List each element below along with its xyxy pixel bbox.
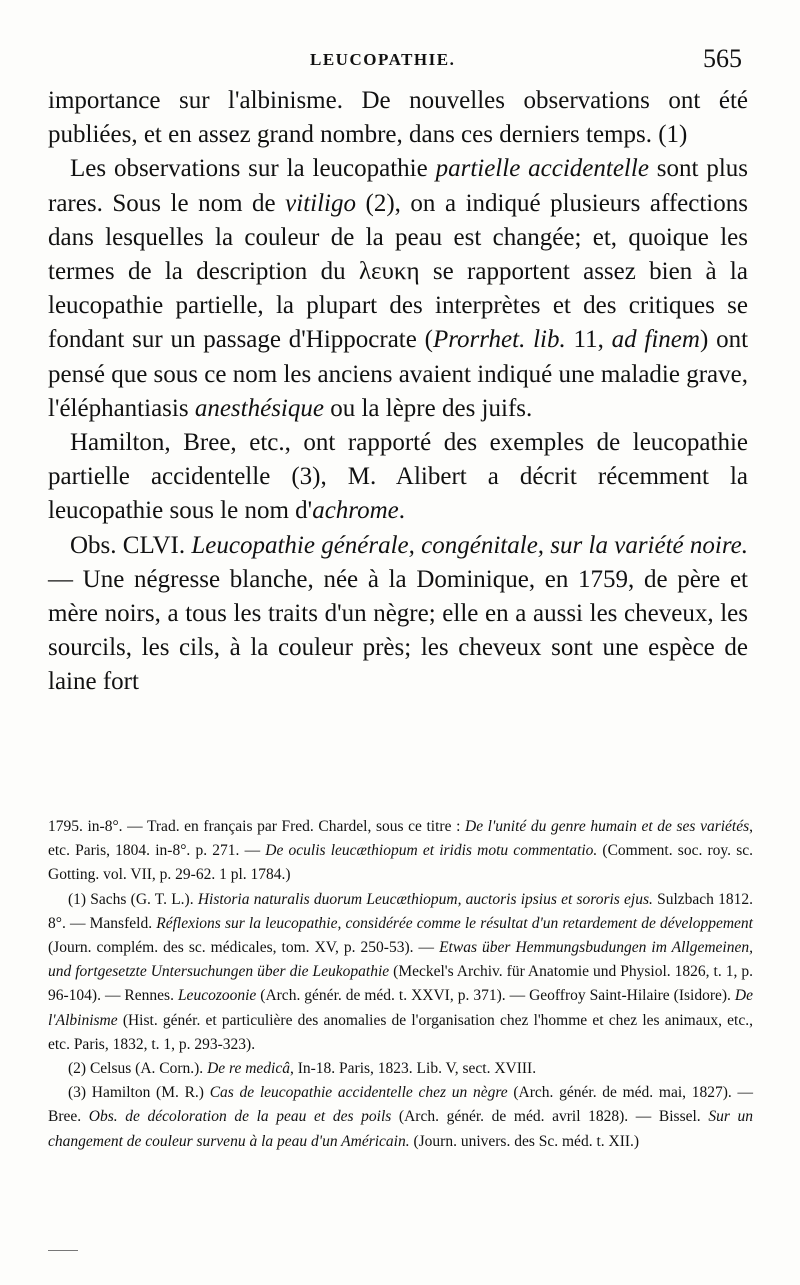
- observation-label: Obs. CLVI.: [70, 531, 192, 559]
- main-text: [48, 84, 748, 700]
- running-title: LEUCOPATHIE.: [310, 50, 456, 69]
- page-number: 565: [703, 44, 742, 73]
- paragraph-3: Hamilton, Bree, etc., ont rapporté des exemples de leucopathie partielle accidentelle (3), M. Alibert a décrit récemment la leucopathie sous le nom d'achrome.: [48, 429, 748, 525]
- footnotes: [48, 815, 753, 1154]
- paragraph-2: Les observations sur la leucopathie partielle accidentelle sont plus rares. Sous le nom de vitiligo (2), on a indiqué plusieurs affections dans lesquelles la couleur de la peau est changée; et, quoique les termes de la description du λευκη se rapportent assez bien à la leucopathie partielle, la plupart des interprètes et des critiques se fondant sur un passage d'Hippocrate (Prorrhet. lib. 11, ad finem) ont pensé que sous ce nom les anciens avaient indiqué une maladie grave, l'éléphantiasis anesthésique ou la lèpre des juifs.: [48, 155, 749, 422]
- greek-word: λευκη: [358, 258, 420, 286]
- footnote-2: (2) Celsus (A. Corn.). De re medicâ, In-18. Paris, 1823. Lib. V, sect. XVIII.: [68, 1060, 537, 1078]
- observation-title: Leucopathie générale, congénitale, sur la variété noire.: [191, 531, 748, 559]
- page-header: [48, 44, 742, 84]
- footnote-continued: 1795. in-8°. — Trad. en français par Fred. Chardel, sous ce titre : De l'unité du genre humain et de ses variétés, etc. Paris, 1804. in-8°. p. 271. — De oculis leucæthiopum et iridis motu commentatio. (Comment. soc. roy. sc. Gotting. vol. VII, p. 29-62. 1 pl. 1784.): [48, 818, 754, 884]
- footnote-3: (3) Hamilton (M. R.) Cas de leucopathie accidentelle chez un nègre (Arch. génér. de méd. mai, 1827). — Bree. Obs. de décoloration de la peau et des poils (Arch. génér. de méd. avril 1828). — Bissel. Sur un changement de couleur survenu à la peau d'un Américain. (Journ. univers. des Sc. méd. t. XII.): [48, 1084, 753, 1150]
- bottom-rule: [48, 1250, 78, 1251]
- footnote-1: (1) Sachs (G. T. L.). Historia naturalis duorum Leucæthiopum, auctoris ipsius et sororis ejus. Sulzbach 1812. 8°. — Mansfeld. Réflexions sur la leucopathie, considérée comme le résultat d'un retardement de développement (Journ. complém. des sc. médicales, tom. XV, p. 250-53). — Etwas über Hemmungsbudungen im Allgemeinen, und fortgesetzte Untersuchungen über die Leukopathie (Meckel's Archiv. für Anatomie und Physiol. 1826, t. 1, p. 96-104). — Rennes. Leucozoonie (Arch. génér. de méd. t. XXVI, p. 371). — Geoffroy Saint-Hilaire (Isidore). De l'Albinisme (Hist. génér. et particulière des anomalies de l'organisation chez l'homme et chez les animaux, etc., etc. Paris, 1832, t. 1, p. 293-323).: [48, 890, 753, 1053]
- paragraph-1: importance sur l'albinisme. De nouvelles observations ont été publiées, et en assez grand nombre, dans ces derniers temps. (1): [48, 87, 748, 149]
- observation-paragraph: Obs. CLVI. Leucopathie générale, congénitale, sur la variété noire. — Une négresse blanche, née à la Dominique, en 1759, de père et mère noirs, a tous les traits d'un nègre; elle en a aussi les cheveux, les sourcils, les cils, à la couleur près; les cheveux sont une espèce de laine fort: [48, 531, 748, 696]
